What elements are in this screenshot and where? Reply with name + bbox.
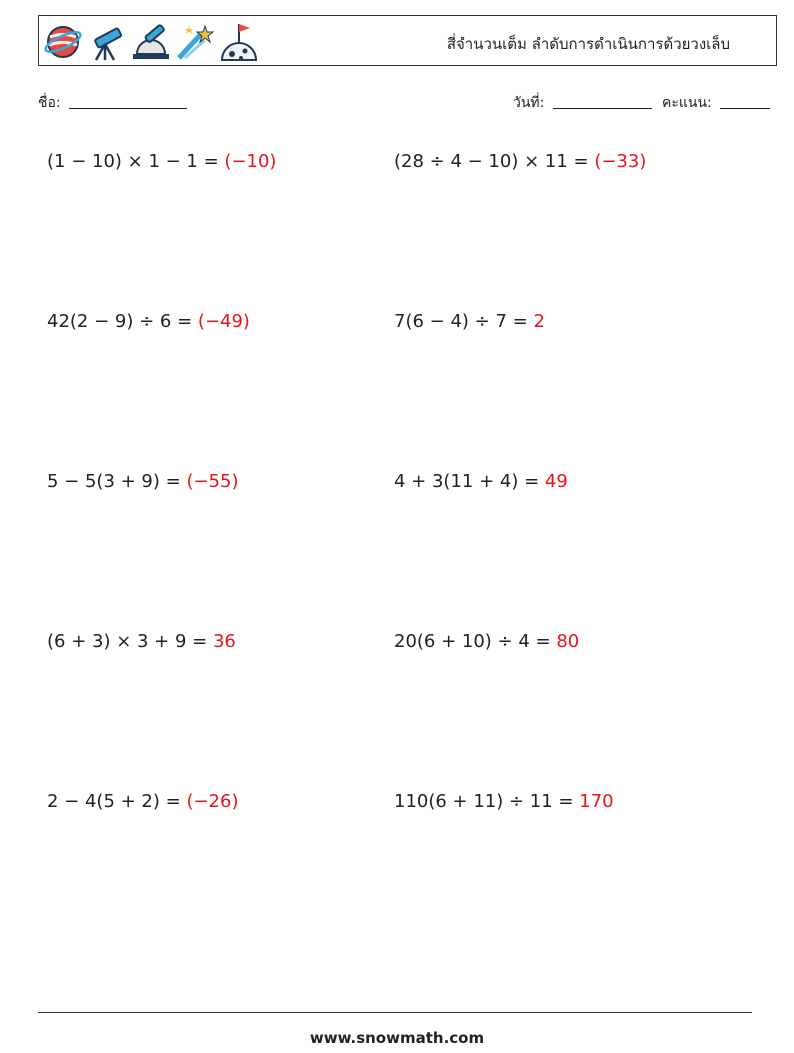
- footer-url[interactable]: www.snowmath.com: [309, 1029, 485, 1047]
- problem-expression: 2 − 4(5 + 2) =: [47, 791, 187, 812]
- date-field: [513, 92, 652, 114]
- problem-expression: 4 + 3(11 + 4) =: [394, 471, 545, 492]
- problem-7: [47, 631, 236, 652]
- problem-4: [394, 311, 545, 332]
- problem-expression: (6 + 3) × 3 + 9 =: [47, 631, 213, 652]
- name-field: [38, 92, 187, 114]
- problem-expression: 110(6 + 11) ÷ 11 =: [394, 791, 580, 812]
- date-line[interactable]: [553, 94, 652, 109]
- problem-expression: 7(6 − 4) ÷ 7 =: [394, 311, 534, 332]
- problem-answer: (−33): [594, 151, 647, 172]
- problem-answer: 49: [544, 471, 568, 492]
- date-label: วันที่:: [513, 95, 545, 111]
- problem-5: [47, 471, 238, 492]
- problem-answer: 36: [212, 631, 236, 652]
- problem-answer: (−49): [197, 311, 250, 332]
- score-label: คะแนน:: [662, 95, 712, 111]
- score-field: [662, 92, 770, 114]
- moon-flag-icon: [219, 20, 259, 62]
- problem-expression: 42(2 − 9) ÷ 6 =: [47, 311, 198, 332]
- name-line[interactable]: [69, 94, 187, 109]
- header-box: [38, 15, 777, 66]
- problem-answer: (−26): [186, 791, 239, 812]
- problem-answer: 2: [533, 311, 545, 332]
- shooting-stars-icon: [175, 20, 215, 62]
- problem-3: [47, 311, 250, 332]
- problem-10: [394, 791, 614, 812]
- problem-1: [47, 151, 276, 172]
- problem-expression: (28 ÷ 4 − 10) × 11 =: [394, 151, 595, 172]
- header-icons: [43, 20, 259, 64]
- problem-expression: 20(6 + 10) ÷ 4 =: [394, 631, 557, 652]
- problem-answer: 80: [556, 631, 580, 652]
- worksheet-title: สี่จำนวนเต็ม ลำดับการดำเนินการด้วยวงเล็บ: [446, 35, 730, 53]
- problem-answer: (−10): [224, 151, 277, 172]
- problem-answer: 170: [579, 791, 614, 812]
- telescope-icon: [87, 20, 127, 62]
- problem-6: [394, 471, 568, 492]
- problem-2: [394, 151, 646, 172]
- problem-expression: 5 − 5(3 + 9) =: [47, 471, 187, 492]
- name-label: ชื่อ:: [38, 95, 61, 111]
- problem-expression: (1 − 10) × 1 − 1 =: [47, 151, 225, 172]
- problem-8: [394, 631, 579, 652]
- score-line[interactable]: [720, 94, 770, 109]
- planet-icon: [43, 20, 83, 62]
- problem-answer: (−55): [186, 471, 239, 492]
- problem-9: [47, 791, 238, 812]
- observatory-icon: [131, 20, 171, 62]
- footer-divider: [38, 1012, 752, 1013]
